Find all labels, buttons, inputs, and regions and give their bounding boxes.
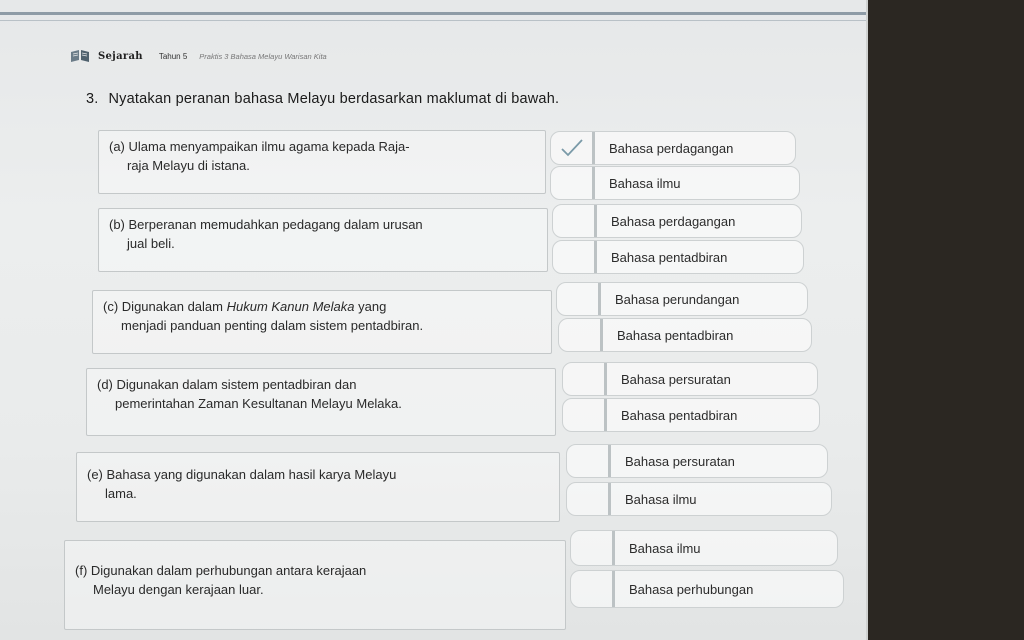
checkmark-icon [559,138,585,158]
answer-box-e-2[interactable] [567,483,611,515]
statement-f: (f) Digunakan dalam perhubungan antara kerajaan Melayu dengan kerajaan luar. [64,540,566,630]
answer-box-c-1[interactable] [557,283,601,315]
answer-box-e-1[interactable] [567,445,611,477]
question-number: 3. [86,91,99,107]
option-e-2[interactable]: Bahasa ilmu [566,482,832,516]
answer-box-d-1[interactable] [563,363,607,395]
subject-title: Sejarah [98,50,143,62]
option-b-2[interactable]: Bahasa pentadbiran [552,240,804,274]
question-prompt [86,91,559,107]
answer-box-f-1[interactable] [571,531,615,565]
option-c-1[interactable]: Bahasa perundangan [556,282,808,316]
option-d-2[interactable]: Bahasa pentadbiran [562,398,820,432]
option-c-2[interactable]: Bahasa pentadbiran [558,318,812,352]
page-top-rule-thin [0,20,866,21]
statement-c: (c) Digunakan dalam Hukum Kanun Melaka yang menjadi panduan penting dalam sistem pentadbiran. [92,290,552,354]
question-text: Nyatakan peranan bahasa Melayu berdasarkan maklumat di bawah. [108,91,560,107]
option-f-1[interactable]: Bahasa ilmu [570,530,838,566]
statement-a: (a) Ulama menyampaikan ilmu agama kepada Raja- raja Melayu di istana. [98,130,546,194]
statement-b: (b) Berperanan memudahkan pedagang dalam urusan jual beli. [98,208,548,272]
option-f-2[interactable]: Bahasa perhubungan [570,570,844,608]
option-e-1[interactable]: Bahasa persuratan [566,444,828,478]
statement-d: (d) Digunakan dalam sistem pentadbiran dan pemerintahan Zaman Kesultanan Melayu Melaka. [86,368,556,436]
answer-box-a-1[interactable] [551,132,595,164]
answer-box-f-2[interactable] [571,571,615,607]
option-d-1[interactable]: Bahasa persuratan [562,362,818,396]
page-top-rule [0,12,866,15]
answer-box-a-2[interactable] [551,167,595,199]
worksheet-header [70,48,327,64]
answer-box-b-2[interactable] [553,241,597,273]
topic-label: Praktis 3 Bahasa Melayu Warisan Kita [199,51,327,61]
answer-box-c-2[interactable] [559,319,603,351]
option-a-2[interactable]: Bahasa ilmu [550,166,800,200]
option-b-1[interactable]: Bahasa perdagangan [552,204,802,238]
statement-e: (e) Bahasa yang digunakan dalam hasil karya Melayu lama. [76,452,560,522]
book-logo-icon [70,48,90,64]
answer-box-d-2[interactable] [563,399,607,431]
option-a-1[interactable]: Bahasa perdagangan [550,131,796,165]
answer-box-b-1[interactable] [553,205,597,237]
year-label: Tahun 5 [158,51,188,61]
